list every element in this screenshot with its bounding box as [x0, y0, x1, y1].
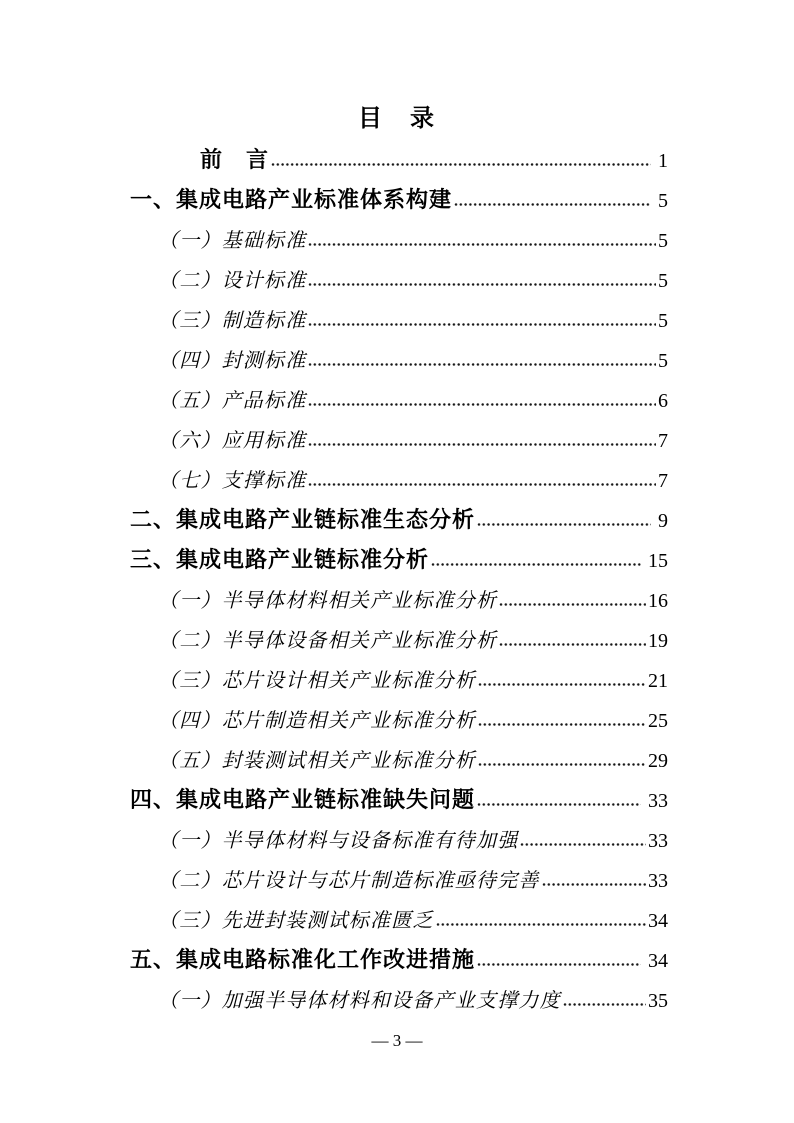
- toc-entry-page: 7: [658, 470, 668, 492]
- toc-entry-page: 1: [658, 150, 668, 172]
- dot-leader: [477, 522, 651, 527]
- dot-leader: [308, 442, 656, 447]
- dot-leader: [478, 682, 646, 687]
- toc-entry-page: 5: [658, 310, 668, 332]
- dot-leader: [436, 922, 646, 927]
- toc-entry-page: 29: [648, 750, 668, 772]
- dot-leader: [499, 642, 646, 647]
- dot-leader: [308, 242, 656, 247]
- dot-leader: [478, 722, 646, 727]
- dot-leader: [477, 802, 641, 807]
- toc-entry-page: 19: [648, 630, 668, 652]
- toc-entry-page: 33: [648, 790, 668, 812]
- toc-entry-label: （二）芯片设计与芯片制造标准亟待完善: [158, 868, 540, 892]
- page-number-footer: — 3 —: [371, 1031, 423, 1050]
- toc-entry-label: （四）芯片制造相关产业标准分析: [158, 708, 476, 732]
- toc-entry-chapter-4: [130, 780, 668, 820]
- toc-entry-label: 二、集成电路产业链标准生态分析: [130, 507, 476, 532]
- toc-entry-page: 33: [648, 870, 668, 892]
- dot-leader: [520, 842, 646, 847]
- toc-entry-sub: [130, 900, 668, 940]
- toc-entry-page: 15: [648, 550, 668, 572]
- toc-entry-sub: [130, 660, 668, 700]
- table-of-contents: [130, 140, 668, 1020]
- toc-entry-page: 16: [648, 590, 668, 612]
- toc-entry-page: 34: [648, 950, 668, 972]
- toc-entry-page: 25: [648, 710, 668, 732]
- toc-entry-page: 7: [658, 430, 668, 452]
- toc-entry-label: （一）基础标准: [158, 228, 307, 252]
- dot-leader: [499, 602, 646, 607]
- toc-entry-label: 四、集成电路产业链标准缺失问题: [130, 787, 476, 812]
- toc-entry-page: 6: [658, 390, 668, 412]
- toc-entry-sub: [130, 460, 668, 500]
- toc-entry-sub: [130, 300, 668, 340]
- toc-entry-label: （一）半导体材料相关产业标准分析: [158, 588, 498, 612]
- dot-leader: [271, 162, 651, 167]
- dot-leader: [308, 402, 656, 407]
- page-title: 目 录: [358, 105, 436, 132]
- toc-entry-page: 21: [648, 670, 668, 692]
- dot-leader: [431, 562, 641, 567]
- toc-entry-page: 9: [658, 510, 668, 532]
- toc-entry-label: 一、集成电路产业标准体系构建: [130, 187, 453, 212]
- toc-entry-label: （三）先进封装测试标准匮乏: [158, 908, 434, 932]
- toc-entry-page: 5: [658, 190, 668, 212]
- toc-entry-sub: [130, 740, 668, 780]
- toc-entry-sub: [130, 860, 668, 900]
- toc-entry-page: 5: [658, 350, 668, 372]
- toc-entry-label: 五、集成电路标准化工作改进措施: [130, 947, 476, 972]
- toc-entry-label: （五）产品标准: [158, 388, 307, 412]
- toc-entry-sub: [130, 980, 668, 1020]
- toc-entry-sub: [130, 820, 668, 860]
- toc-entry-label: （三）制造标准: [158, 308, 307, 332]
- toc-entry-page: 5: [658, 270, 668, 292]
- toc-entry-label: （二）设计标准: [158, 268, 307, 292]
- dot-leader: [454, 202, 651, 207]
- toc-entry-label: 三、集成电路产业链标准分析: [130, 547, 430, 572]
- dot-leader: [308, 482, 656, 487]
- toc-entry-page: 35: [648, 990, 668, 1012]
- toc-entry-label: （四）封测标准: [158, 348, 307, 372]
- toc-entry-label: （六）应用标准: [158, 428, 307, 452]
- dot-leader: [478, 762, 646, 767]
- toc-entry-label: （一）加强半导体材料和设备产业支撑力度: [158, 988, 561, 1012]
- dot-leader: [308, 322, 656, 327]
- toc-entry-chapter-5: [130, 940, 668, 980]
- dot-leader: [563, 1002, 646, 1007]
- toc-entry-preface: [130, 140, 668, 180]
- dot-leader: [477, 962, 641, 967]
- toc-entry-sub: [130, 700, 668, 740]
- toc-entry-chapter-3: [130, 540, 668, 580]
- toc-entry-sub: [130, 340, 668, 380]
- toc-entry-label: 前 言: [200, 147, 270, 172]
- toc-entry-label: （七）支撑标准: [158, 468, 307, 492]
- toc-entry-page: 33: [648, 830, 668, 852]
- toc-entry-page: 5: [658, 230, 668, 252]
- dot-leader: [308, 362, 656, 367]
- toc-entry-sub: [130, 620, 668, 660]
- dot-leader: [308, 282, 656, 287]
- toc-entry-label: （五）封装测试相关产业标准分析: [158, 748, 476, 772]
- toc-entry-sub: [130, 260, 668, 300]
- toc-entry-sub: [130, 420, 668, 460]
- toc-entry-page: 34: [648, 910, 668, 932]
- toc-entry-label: （二）半导体设备相关产业标准分析: [158, 628, 498, 652]
- toc-entry-sub: [130, 220, 668, 260]
- toc-entry-sub: [130, 380, 668, 420]
- dot-leader: [542, 882, 646, 887]
- toc-entry-label: （一）半导体材料与设备标准有待加强: [158, 828, 519, 852]
- toc-entry-chapter-1: [130, 180, 668, 220]
- toc-entry-chapter-2: [130, 500, 668, 540]
- toc-entry-label: （三）芯片设计相关产业标准分析: [158, 668, 476, 692]
- toc-entry-sub: [130, 580, 668, 620]
